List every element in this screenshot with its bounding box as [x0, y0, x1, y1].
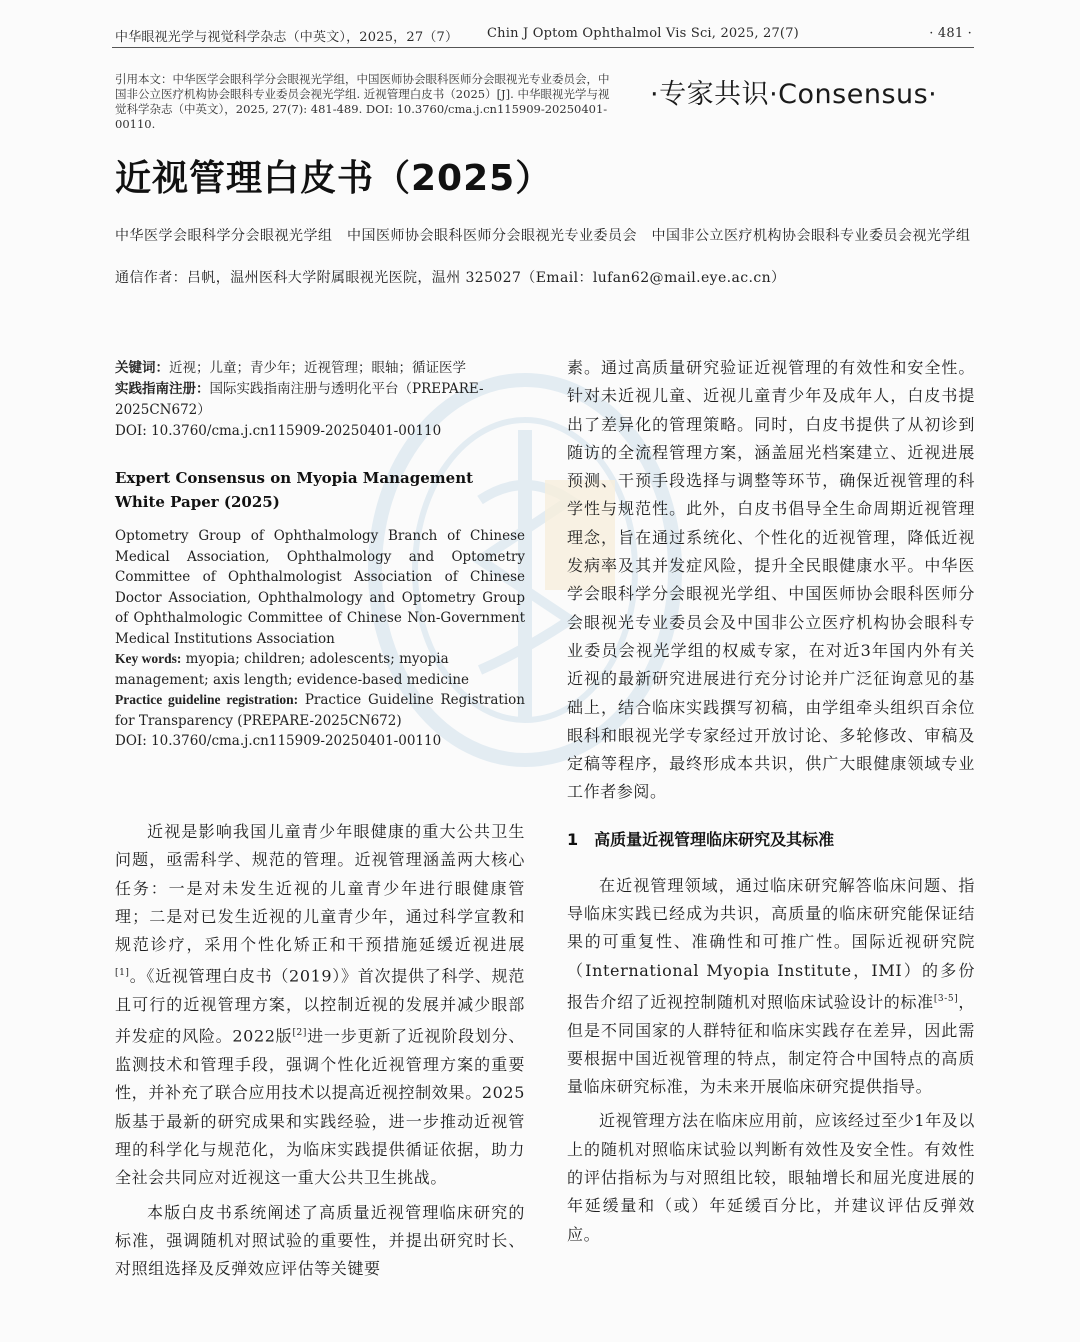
registration-cn-label: 实践指南注册：: [115, 381, 210, 397]
keywords-cn: [115, 358, 525, 379]
english-doi: DOI: 10.3760/cma.j.cn115909-20250401-00110: [115, 733, 442, 749]
reference-marker: [1]: [115, 968, 130, 979]
english-keywords: [115, 649, 525, 690]
body-paragraph-continued: 素。通过高质量研究验证近视管理的有效性和安全性。针对未近视儿童、近视儿童青少年及成年人，白皮书提出了差异化的管理策略。同时，白皮书提供了从初诊到随访的全流程管理方案，涵盖屈光档案建立、近视进展预测、干预手段选择与调整等环节，确保近视管理的科学性与规范性。此外，白皮书倡导全生命周期近视管理理念，旨在通过系统化、个性化的近视管理，降低近视发病率及其并发症风险，提升全民眼健康水平。中华医学会眼科学分会眼视光学组、中国医师协会眼科医师分会眼视光专业委员会及中国非公立医疗机构协会眼科专业委员会视光学组的权威专家，在对近3年国内外有关近视的最新研究进展进行充分讨论并广泛征询意见的基础上，结合临床实践撰写初稿，由学组牵头组织百余位眼科和眼视光学专家经过开放讨论、多轮修改、审稿及定稿等程序，最终形成本共识，供广大眼健康领域专业工作者参阅。: [567, 358, 975, 802]
section-heading: 1 高质量近视管理临床研究及其标准: [567, 829, 835, 849]
body-right-column: [567, 354, 975, 1249]
section-paragraph-1: [567, 872, 975, 1102]
english-keywords-label: Key words:: [115, 651, 182, 666]
journal-header-cn: 中华眼视光学与视觉科学杂志（中英文），2025，27（7）: [115, 30, 459, 45]
p1-text-b: 。《近视管理白皮书（2019）》首次提供了科学、规范且可行的近视管理方案，以控制近视的发展并减少眼部并发症的风险。2022版: [115, 966, 525, 1046]
english-keywords-text: myopia; children; adolescents; myopia management; axis length; evidence-based medicine: [115, 651, 469, 688]
english-registration: [115, 690, 525, 731]
s1-text-b: ，但是不同国家的人群特征和临床实践存在差异，因此需要根据中国近视管理的特点，制定符合中国特点的高质量临床研究标准，为未来开展临床研究提供指导。: [567, 992, 976, 1097]
registration-cn: [115, 379, 525, 421]
page-number: · 481 ·: [929, 26, 972, 41]
front-matter-left: [115, 358, 525, 752]
body-left-column: [115, 818, 525, 1283]
citation-block: 引用本文：中华医学会眼科学分会眼视光学组，中国医师协会眼科医师分会眼视光专业委员会，中国非公立医疗机构协会眼科专业委员会视光学组. 近视管理白皮书（2025）[J]. 中华眼视光学与视觉科学杂志（中英文），2025, 27(7): 481-489. DOI: 10.3760/cma.j.cn115909-20250401-00110.: [115, 72, 610, 131]
header-rule: [112, 47, 974, 48]
keywords-cn-text: 近视；儿童；青少年；近视管理；眼轴；循证医学: [169, 360, 466, 376]
p1-text-c: 进一步更新了近视阶段划分、监测技术和管理手段，强调个性化近视管理方案的重要性，并补充了联合应用技术以提高近视控制效果。2025版基于最新的研究成果和实践经验，进一步推动近视管理的科学化与规范化，为临床实践提供循证依据，助力全社会共同应对近视这一重大公共卫生挑战。: [115, 1026, 525, 1188]
keywords-cn-label: 关键词：: [115, 360, 169, 376]
p1-text-a: 近视是影响我国儿童青少年眼健康的重大公共卫生问题，亟需科学、规范的管理。近视管理涵盖两大核心任务：一是对未发生近视的儿童青少年进行眼健康管理；二是对已发生近视的儿童青少年，通过科学宣教和规范诊疗，采用个性化矫正和干预措施延缓近视进展: [115, 822, 525, 955]
reference-marker: [2]: [292, 1028, 307, 1039]
article-title: 近视管理白皮书（2025）: [115, 158, 553, 199]
s1-text-a: 在近视管理领域，通过临床研究解答临床问题、指导临床实践已经成为共识，高质量的临床研究能保证结果的可重复性、准确性和可推广性。国际近视研究院（International Myopia Institute，IMI）的多份报告介绍了近视控制随机对照临床试验设计的标准: [567, 875, 975, 1012]
english-title: Expert Consensus on Myopia Management White Paper (2025): [115, 469, 474, 511]
author-list: 中华医学会眼科学分会眼视光学组 中国医师协会眼科医师分会眼视光专业委员会 中国非公立医疗机构协会眼科专业委员会视光学组: [115, 228, 971, 244]
body-paragraph-1: [115, 818, 525, 1193]
english-registration-text: Practice Guideline Registration for Transparency (PREPARE-2025CN672): [115, 692, 525, 729]
journal-header-en: Chin J Optom Ophthalmol Vis Sci, 2025, 27(7): [487, 26, 799, 41]
doi-cn: DOI: 10.3760/cma.j.cn115909-20250401-00110: [115, 423, 442, 439]
correspondence: 通信作者：吕帆，温州医科大学附属眼视光医院，温州 325027（Email：lufan62@mail.eye.ac.cn）: [115, 270, 786, 286]
column-label: ·专家共识·Consensus·: [650, 79, 938, 110]
reference-marker: [3-5]: [933, 993, 959, 1004]
registration-cn-text: 国际实践指南注册与透明化平台（PREPARE-2025CN672）: [115, 381, 484, 418]
body-paragraph-2: 本版白皮书系统阐述了高质量近视管理临床研究的标准，强调随机对照试验的重要性，并提出研究时长、对照组选择及反弹效应评估等关键要: [115, 1202, 525, 1279]
english-registration-label: Practice guideline registration:: [115, 692, 299, 707]
english-authors: Optometry Group of Ophthalmology Branch of Chinese Medical Association, Ophthalmology and Optometry Committee of Ophthalmologist Association of Chinese Doctor Association, Ophthalmology and Optometry Group of Ophthalmologic Committee of Chinese Non-Government Medical Institutions Association: [115, 528, 525, 647]
section-paragraph-2: 近视管理方法在临床应用前，应该经过至少1年及以上的随机对照临床试验以判断有效性及安全性。有效性的评估指标为与对照组比较，眼轴增长和屈光度进展的年延缓量和（或）年延缓百分比，并建议评估反弹效应。: [567, 1111, 975, 1244]
